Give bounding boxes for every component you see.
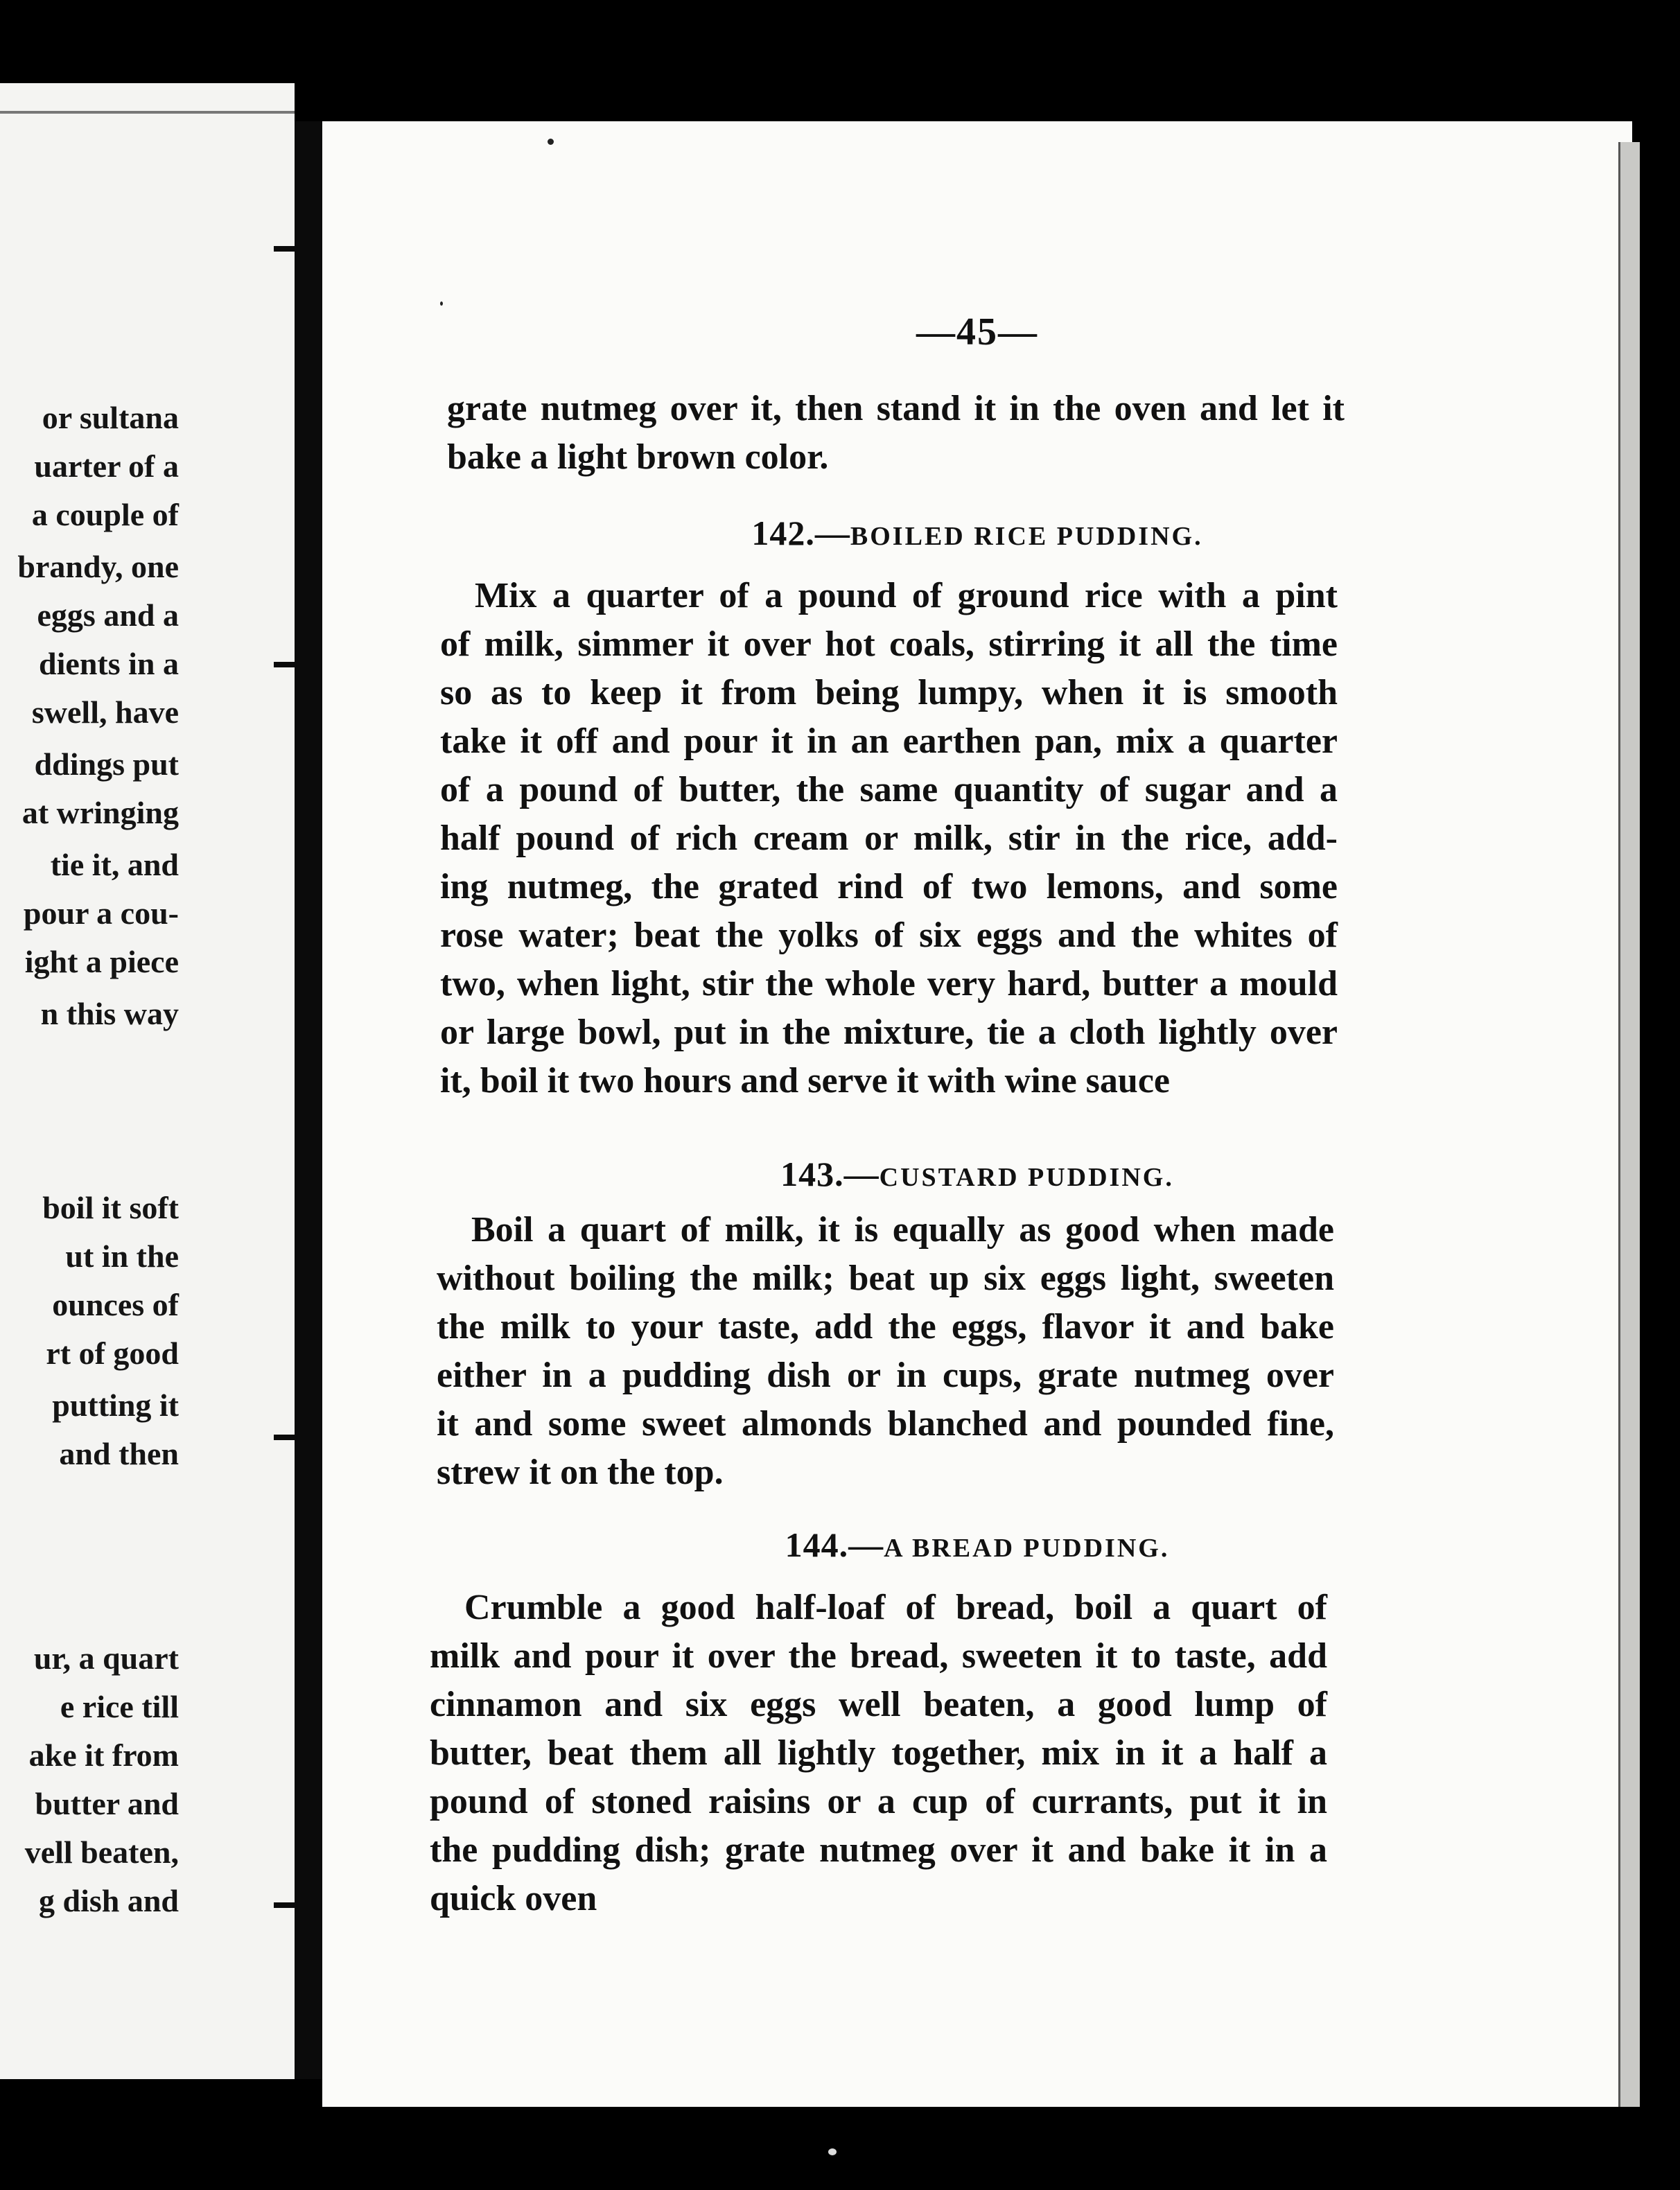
recipe-title: BOILED RICE PUDDING. bbox=[850, 522, 1203, 551]
text-line: butter, beat them all lightly together, mix in it a half a bbox=[430, 1733, 1327, 1773]
text-line: Boil a quart of milk, it is equally as good when made bbox=[471, 1210, 1334, 1250]
text-line: it, boil it two hours and serve it with wine sauce bbox=[440, 1061, 1170, 1101]
previous-page-line: ounces of bbox=[52, 1287, 179, 1322]
text-line: or large bowl, put in the mixture, tie a cloth lightly over bbox=[440, 1013, 1338, 1052]
recipe-heading bbox=[322, 513, 1632, 553]
text-line: of a pound of butter, the same quantity of sugar and a bbox=[440, 770, 1338, 809]
previous-page-line: tie it, and bbox=[50, 847, 179, 882]
text-line: either in a pudding dish or in cups, grate nutmeg over bbox=[437, 1356, 1334, 1395]
text-line: rose water; beat the yolks of six eggs and the whites of bbox=[440, 916, 1338, 955]
recipe-title: A BREAD PUDDING. bbox=[884, 1534, 1170, 1563]
recipe-body bbox=[440, 572, 1338, 1105]
previous-page-line: n this way bbox=[40, 996, 179, 1031]
book-gutter bbox=[295, 121, 322, 2079]
previous-page-line: vell beaten, bbox=[24, 1834, 179, 1870]
recipe-body bbox=[430, 1584, 1327, 1923]
page-rule bbox=[0, 111, 295, 114]
previous-page-line: ur, a quart bbox=[33, 1640, 179, 1676]
text-line: of milk, simmer it over hot coals, stirring it all the time bbox=[440, 624, 1338, 664]
print-speck bbox=[548, 139, 554, 145]
previous-page-line: ake it from bbox=[28, 1737, 179, 1773]
recipe-title: CUSTARD PUDDING. bbox=[879, 1163, 1174, 1192]
text-line: bake a light brown color. bbox=[447, 437, 829, 477]
previous-page-line: eggs and a bbox=[37, 597, 179, 633]
recipe-heading bbox=[322, 1154, 1632, 1194]
text-line: the milk to your taste, add the eggs, flavor it and bake bbox=[437, 1307, 1334, 1347]
previous-page-line: a couple of bbox=[31, 497, 179, 532]
recipe-number: 143.— bbox=[780, 1155, 880, 1193]
previous-page-line: g dish and bbox=[38, 1883, 179, 1918]
continuation-text bbox=[447, 385, 1345, 482]
previous-page-line: ut in the bbox=[65, 1238, 179, 1274]
text-line: strew it on the top. bbox=[437, 1453, 724, 1492]
recipe-heading bbox=[322, 1525, 1632, 1565]
text-line: the pudding dish; grate nutmeg over it and bake it in a bbox=[430, 1830, 1327, 1870]
text-line: so as to keep it from being lumpy, when it is smooth bbox=[440, 673, 1338, 712]
text-line: take it off and pour it in an earthen pan, mix a quarter bbox=[440, 721, 1338, 761]
text-line: pound of stoned raisins or a cup of currants, put it in bbox=[430, 1782, 1327, 1821]
text-line: two, when light, stir the whole very hard, butter a mould bbox=[440, 964, 1338, 1004]
text-line: milk and pour it over the bread, sweeten it to taste, add bbox=[430, 1636, 1327, 1676]
text-line: without boiling the milk; beat up six eggs light, sweeten bbox=[437, 1259, 1334, 1298]
text-line: grate nutmeg over it, then stand it in the oven and let it bbox=[447, 389, 1345, 428]
previous-page-line: swell, have bbox=[31, 694, 179, 730]
previous-page-line: brandy, one bbox=[17, 549, 179, 584]
page-edge bbox=[1618, 142, 1640, 2107]
text-line: it and some sweet almonds blanched and pounded fine, bbox=[437, 1404, 1334, 1444]
previous-page-line: and then bbox=[59, 1436, 179, 1471]
text-line: ing nutmeg, the grated rind of two lemons, and some bbox=[440, 867, 1338, 906]
previous-page-line: dients in a bbox=[39, 646, 179, 681]
previous-page-line: ddings put bbox=[34, 746, 179, 782]
previous-page-line: rt of good bbox=[46, 1335, 179, 1371]
previous-page-line: at wringing bbox=[21, 795, 179, 830]
recipe-number: 144.— bbox=[785, 1525, 884, 1564]
previous-page-line: ight a piece bbox=[24, 944, 179, 979]
previous-page-line: uarter of a bbox=[34, 448, 179, 484]
text-line: cinnamon and six eggs well beaten, a good lump of bbox=[430, 1685, 1327, 1724]
text-line: Mix a quarter of a pound of ground rice with a pint bbox=[475, 576, 1338, 615]
previous-page-line: pour a cou- bbox=[23, 895, 179, 931]
recipe-number: 142.— bbox=[751, 514, 850, 552]
previous-page-line: butter and bbox=[35, 1786, 179, 1821]
text-line: half pound of rich cream or milk, stir in the rice, add- bbox=[440, 818, 1338, 858]
previous-page-fragment bbox=[0, 83, 295, 2079]
text-line: Crumble a good half-loaf of bread, boil a quart of bbox=[464, 1588, 1327, 1627]
text-line: quick oven bbox=[430, 1879, 597, 1918]
page-number: —45— bbox=[916, 310, 1038, 353]
previous-page-line: or sultana bbox=[42, 400, 179, 435]
print-speck bbox=[440, 301, 443, 306]
recipe-body bbox=[437, 1206, 1334, 1497]
previous-page-line: e rice till bbox=[60, 1689, 179, 1724]
previous-page-line: boil it soft bbox=[42, 1190, 179, 1225]
book-page bbox=[322, 121, 1632, 2107]
previous-page-line: putting it bbox=[52, 1387, 179, 1423]
print-speck bbox=[828, 2148, 837, 2155]
